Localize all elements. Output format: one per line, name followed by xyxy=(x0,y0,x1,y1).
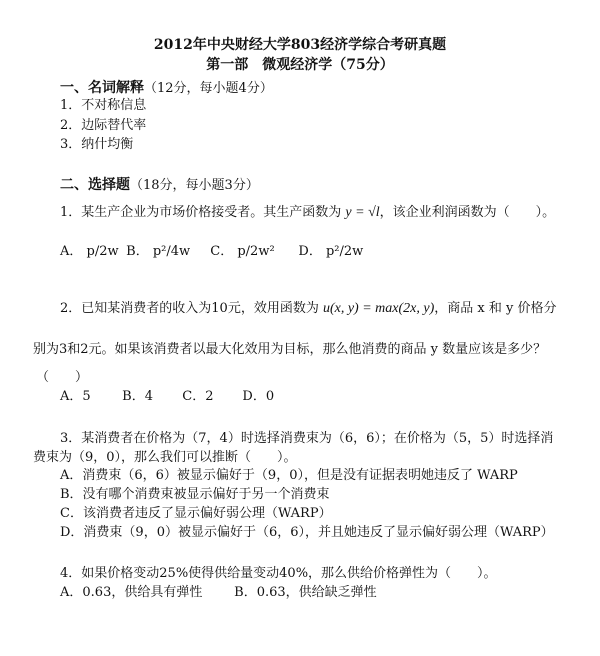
q1-formula: y = √l xyxy=(345,205,380,220)
q4-option-b: B．0.63，供给缺乏弹性 xyxy=(234,585,377,600)
question-2-line-2: 别为3和2元。如果该消费者以最大化效用为目标，那么他消费的商品 y 数量应该是多少？ xyxy=(33,342,547,357)
section1-note: （12分，每小题4分） xyxy=(144,81,273,96)
q3-option-b: B．没有哪个消费束被显示偏好于另一个消费束 xyxy=(60,487,330,502)
page-subtitle: 第一部 微观经济学（75分） xyxy=(206,57,394,73)
q2-text-pre: 2．已知某消费者的收入为10元，效用函数为 xyxy=(60,301,323,316)
question-3-line-2: 费束为（9，0），那么我们可以推断（ ）。 xyxy=(33,450,297,465)
section2-title: 二、选择题 xyxy=(60,177,130,193)
q1-option-c: C． p/2w² xyxy=(210,244,275,259)
q3-option-c: C．该消费者违反了显示偏好弱公理（WARP） xyxy=(60,506,332,521)
q4-options xyxy=(60,584,377,602)
section2-note: （18分，每小题3分） xyxy=(130,178,259,193)
q1-option-b: B． p²/4w xyxy=(126,244,191,259)
term-item-1: 1．不对称信息 xyxy=(60,98,147,113)
q2-option-a: A．5 xyxy=(60,389,91,404)
section1-heading xyxy=(60,79,273,98)
term-item-2: 2．边际替代率 xyxy=(60,118,147,133)
question-4-line-1: 4．如果价格变动25%使得供给量变动40%，那么供给价格弹性为（ ）。 xyxy=(60,566,497,581)
q3-option-d: D．消费束（9，0）被显示偏好于（6，6），并且她违反了显示偏好弱公理（WARP） xyxy=(60,525,554,540)
section1-title: 一、名词解释 xyxy=(60,80,144,96)
page-title: 2012年中央财经大学803经济学综合考研真题 xyxy=(153,37,447,53)
question-2-line-3: （ ） xyxy=(36,370,89,385)
q2-option-d: D．0 xyxy=(242,389,275,404)
q2-formula: u(x, y) = max(2x, y) xyxy=(322,301,435,316)
q2-option-c: C．2 xyxy=(182,389,214,404)
question-1 xyxy=(60,204,555,222)
q1-options xyxy=(60,243,363,261)
question-3-line-1: 3．某消费者在价格为（7，4）时选择消费束为（6，6）；在价格为（5，5）时选择消 xyxy=(60,431,554,446)
q4-option-a: A．0.63，供给具有弹性 xyxy=(60,585,203,600)
q2-text-post: ，商品 x 和 y 价格分 xyxy=(434,301,557,316)
q1-text-pre: 1．某生产企业为市场价格接受者。其生产函数为 xyxy=(60,205,346,220)
question-2-line-1 xyxy=(60,300,556,318)
q3-option-a: A．消费束（6，6）被显示偏好于（9，0），但是没有证据表明她违反了 WARP xyxy=(60,468,518,483)
q1-text-post: ，该企业利润函数为（ ）。 xyxy=(379,205,556,220)
section2-heading xyxy=(60,176,259,195)
q2-option-b: B．4 xyxy=(122,389,153,404)
q1-option-a: A． p/2w xyxy=(60,244,119,259)
term-item-3: 3．纳什均衡 xyxy=(60,137,134,152)
q1-option-d: D． p²/2w xyxy=(298,244,364,259)
q2-options xyxy=(60,388,274,406)
